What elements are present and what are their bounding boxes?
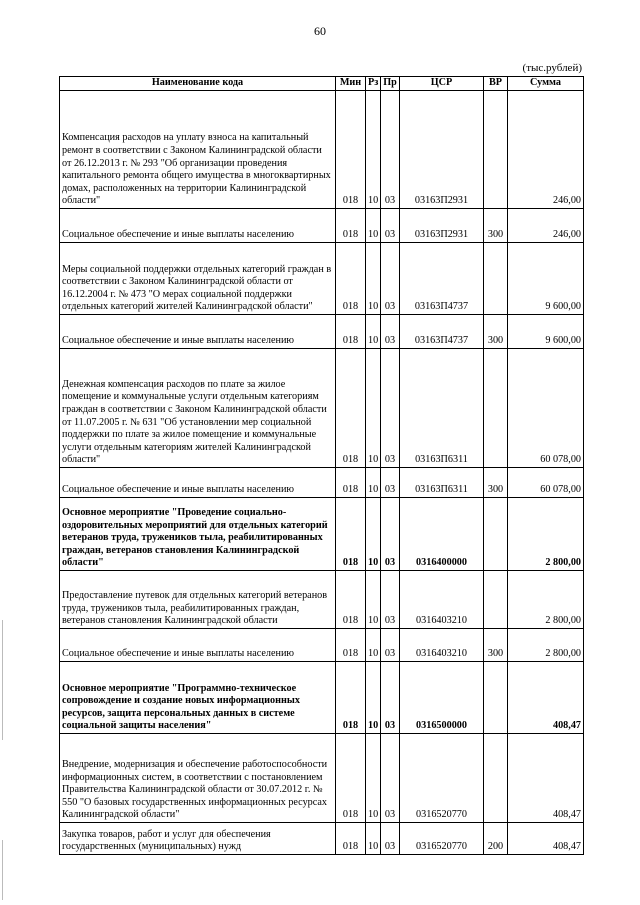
cell-csr: 0316400000 — [400, 498, 484, 571]
table-row — [60, 315, 584, 349]
cell-sum: 2 800,00 — [508, 629, 584, 662]
cell-rz: 10 — [366, 734, 381, 823]
cell-rz: 10 — [366, 91, 381, 209]
cell-sum: 408,47 — [508, 662, 584, 734]
cell-vr: 300 — [484, 209, 508, 243]
cell-vr — [484, 734, 508, 823]
cell-min: 018 — [336, 498, 366, 571]
header-sum: Сумма — [508, 77, 584, 91]
cell-rz: 10 — [366, 349, 381, 468]
units-label: (тыс.рублей) — [522, 62, 582, 74]
cell-rz: 10 — [366, 468, 381, 498]
cell-sum: 9 600,00 — [508, 243, 584, 315]
cell-pr: 03 — [381, 629, 400, 662]
cell-csr: 03163П6311 — [400, 468, 484, 498]
cell-name: Компенсация расходов на уплату взноса на капитальный ремонт в соответствии с Законом Калининградской области от 26.12.2013 г. № 293 "Об организации проведения капитального ремонта общего имущества в многоквартирных домах, расположенных на территории Калининградской области" — [60, 91, 336, 209]
header-vr: ВР — [484, 77, 508, 91]
cell-pr: 03 — [381, 243, 400, 315]
cell-name: Социальное обеспечение и иные выплаты населению — [60, 315, 336, 349]
cell-min: 018 — [336, 571, 366, 629]
cell-vr: 300 — [484, 629, 508, 662]
cell-csr: 0316520770 — [400, 823, 484, 855]
cell-pr: 03 — [381, 734, 400, 823]
cell-name: Основное мероприятие "Программно-техническое сопровождение и создание новых информационных ресурсов, защита персональных данных в системе социальной защиты населения" — [60, 662, 336, 734]
cell-csr: 03163П4737 — [400, 315, 484, 349]
cell-sum: 246,00 — [508, 209, 584, 243]
cell-vr — [484, 349, 508, 468]
cell-sum: 2 800,00 — [508, 571, 584, 629]
cell-min: 018 — [336, 629, 366, 662]
table-row — [60, 91, 584, 209]
cell-sum: 2 800,00 — [508, 498, 584, 571]
scan-margin-mark — [2, 620, 3, 740]
scan-margin-mark — [2, 840, 3, 900]
cell-min: 018 — [336, 349, 366, 468]
cell-min: 018 — [336, 243, 366, 315]
cell-vr: 300 — [484, 315, 508, 349]
cell-rz: 10 — [366, 629, 381, 662]
cell-vr — [484, 571, 508, 629]
table-row — [60, 734, 584, 823]
cell-csr: 03163П4737 — [400, 243, 484, 315]
table-row — [60, 498, 584, 571]
cell-min: 018 — [336, 662, 366, 734]
cell-name: Закупка товаров, работ и услуг для обеспечения государственных (муниципальных) нужд — [60, 823, 336, 855]
cell-sum: 408,47 — [508, 734, 584, 823]
cell-sum: 9 600,00 — [508, 315, 584, 349]
cell-vr — [484, 91, 508, 209]
cell-min: 018 — [336, 91, 366, 209]
table-row — [60, 823, 584, 855]
cell-sum: 60 078,00 — [508, 468, 584, 498]
cell-name: Предоставление путевок для отдельных категорий ветеранов труда, тружеников тыла, реабилитированных граждан, ветеранов становления Калининградской области — [60, 571, 336, 629]
cell-pr: 03 — [381, 468, 400, 498]
header-name: Наименование кода — [60, 77, 336, 91]
cell-csr: 03163П2931 — [400, 209, 484, 243]
cell-pr: 03 — [381, 315, 400, 349]
cell-name: Социальное обеспечение и иные выплаты населению — [60, 209, 336, 243]
cell-min: 018 — [336, 734, 366, 823]
cell-sum: 408,47 — [508, 823, 584, 855]
table-row — [60, 209, 584, 243]
header-min: Мин — [336, 77, 366, 91]
cell-min: 018 — [336, 823, 366, 855]
cell-rz: 10 — [366, 823, 381, 855]
cell-csr: 0316520770 — [400, 734, 484, 823]
cell-vr — [484, 498, 508, 571]
budget-table — [59, 76, 584, 855]
header-csr: ЦСР — [400, 77, 484, 91]
cell-rz: 10 — [366, 315, 381, 349]
cell-name: Внедрение, модернизация и обеспечение работоспособности информационных систем, в соответствии с постановлением Правительства Калининградской области от 30.07.2012 г. № 550 "О базовых государственных информационных ресурсах Калининградской области" — [60, 734, 336, 823]
cell-csr: 03163П2931 — [400, 91, 484, 209]
cell-name: Социальное обеспечение и иные выплаты населению — [60, 468, 336, 498]
cell-csr: 0316403210 — [400, 629, 484, 662]
table-header-row — [60, 77, 584, 91]
cell-name: Основное мероприятие "Проведение социально-оздоровительных мероприятий для отдельных категорий ветеранов труда, тружеников тыла, реабилитированных граждан, ветеранов становления Калининградской области" — [60, 498, 336, 571]
cell-csr: 0316403210 — [400, 571, 484, 629]
table-row — [60, 468, 584, 498]
cell-rz: 10 — [366, 243, 381, 315]
cell-name: Денежная компенсация расходов по плате за жилое помещение и коммунальные услуги отдельным категориям граждан в соответствии с Законом Калининградской области от 11.07.2005 г. № 631 "Об установлении мер социальной поддержки по плате за жилое помещение и коммунальные услуги отдельным категориям жителей Калининградской области" — [60, 349, 336, 468]
cell-min: 018 — [336, 315, 366, 349]
cell-pr: 03 — [381, 498, 400, 571]
table-row — [60, 349, 584, 468]
cell-rz: 10 — [366, 571, 381, 629]
table-row — [60, 662, 584, 734]
table-row — [60, 629, 584, 662]
cell-name: Меры социальной поддержки отдельных категорий граждан в соответствии с Законом Калининградской области от 16.12.2004 г. № 473 "О мерах социальной поддержки отдельных категорий жителей Калининградской области" — [60, 243, 336, 315]
cell-pr: 03 — [381, 91, 400, 209]
cell-vr: 300 — [484, 468, 508, 498]
table-row — [60, 571, 584, 629]
cell-sum: 60 078,00 — [508, 349, 584, 468]
cell-pr: 03 — [381, 662, 400, 734]
cell-pr: 03 — [381, 571, 400, 629]
cell-pr: 03 — [381, 349, 400, 468]
cell-csr: 03163П6311 — [400, 349, 484, 468]
table-row — [60, 243, 584, 315]
cell-vr — [484, 662, 508, 734]
cell-rz: 10 — [366, 662, 381, 734]
page-number: 60 — [314, 24, 326, 38]
header-pr: Пр — [381, 77, 400, 91]
cell-csr: 0316500000 — [400, 662, 484, 734]
cell-name: Социальное обеспечение и иные выплаты населению — [60, 629, 336, 662]
cell-rz: 10 — [366, 209, 381, 243]
cell-min: 018 — [336, 468, 366, 498]
cell-rz: 10 — [366, 498, 381, 571]
cell-vr: 200 — [484, 823, 508, 855]
cell-vr — [484, 243, 508, 315]
cell-pr: 03 — [381, 209, 400, 243]
cell-sum: 246,00 — [508, 91, 584, 209]
header-rz: Рз — [366, 77, 381, 91]
cell-min: 018 — [336, 209, 366, 243]
cell-pr: 03 — [381, 823, 400, 855]
